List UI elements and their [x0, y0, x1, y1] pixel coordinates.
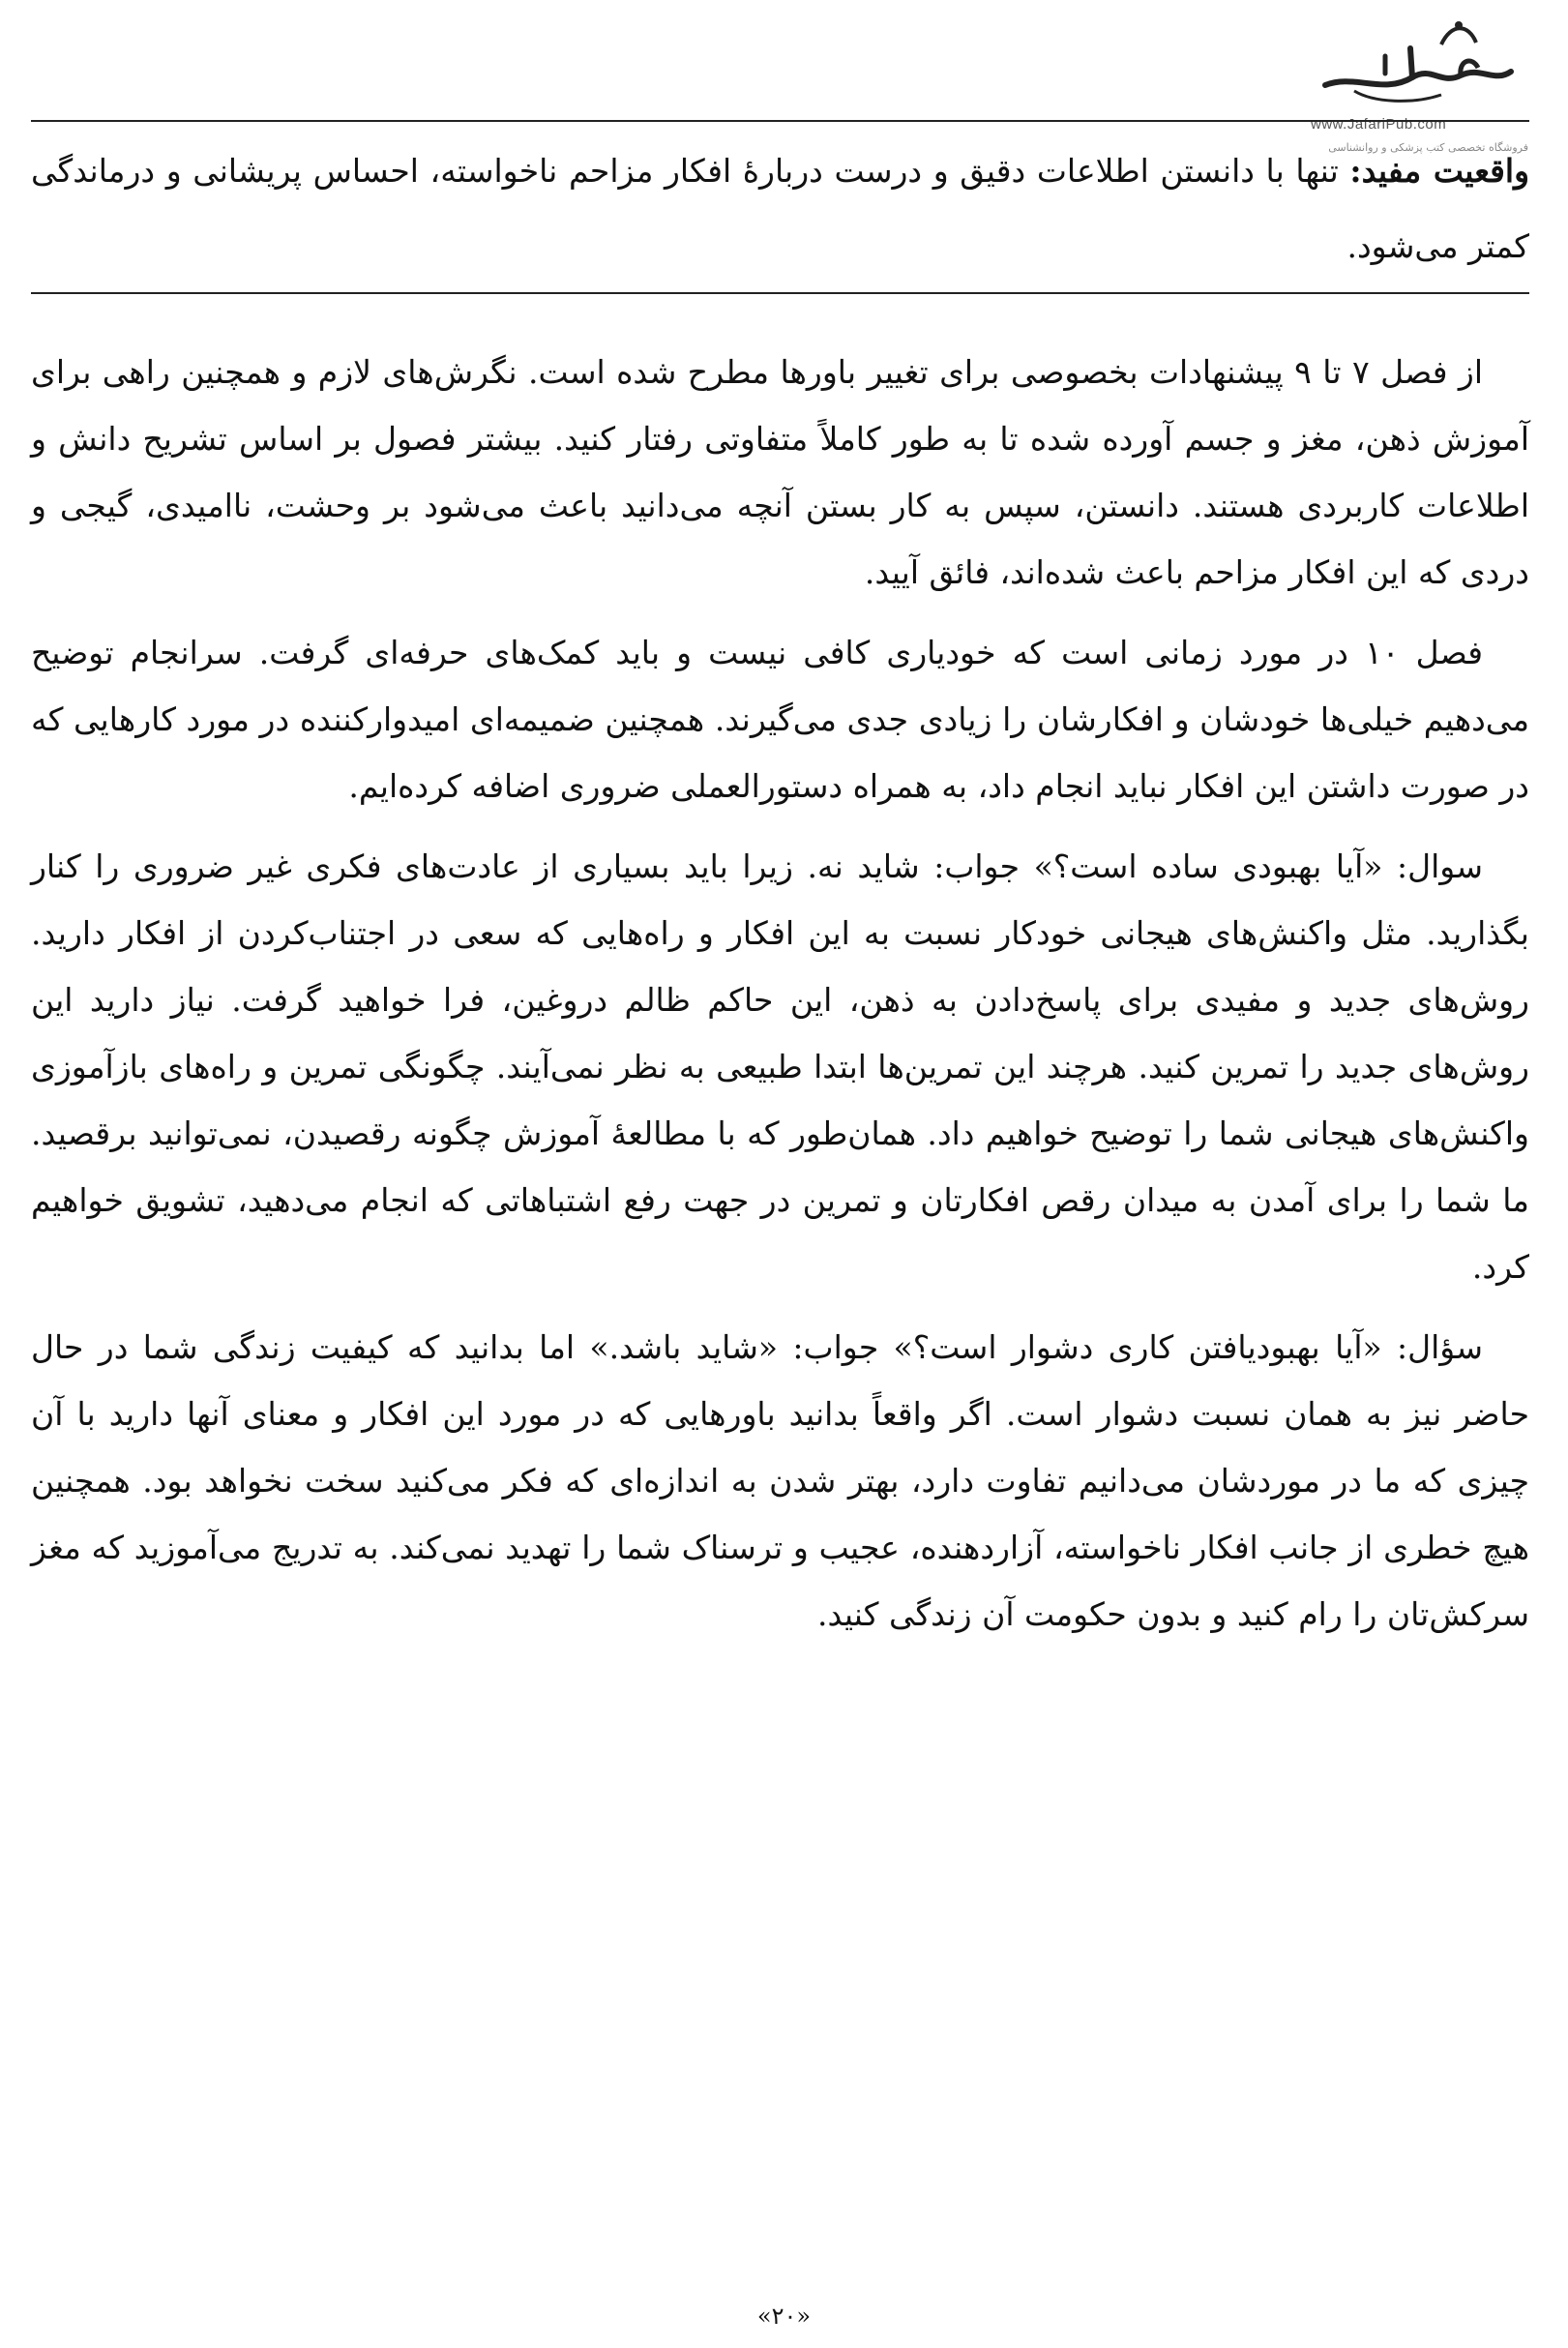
bottom-rule	[31, 292, 1529, 294]
paragraph: فصل ۱۰ در مورد زمانی است که خودیاری کافی نیست و باید کمک‌های حرفه‌ای گرفت. سرانجام توضیح می‌دهیم خیلی‌ها خودشان و افکارشان را زیادی جدی می‌گیرند. همچنین ضمیمه‌ای امیدوارکننده در مورد کارهایی که در صورت داشتن این افکار نباید انجام داد، به همراه دستورالعملی ضروری اضافه کرده‌ایم.	[31, 634, 1529, 805]
top-rule	[31, 120, 1529, 122]
callout-text: تنها با دانستن اطلاعات دقیق و درست دربارهٔ افکار مزاحم ناخواسته، احساس پریشانی و درماندگی کمتر می‌شود.	[31, 152, 1529, 265]
useful-fact-callout	[31, 134, 1529, 284]
publisher-tagline: فروشگاه تخصصی کتب پزشکی و روانشناسی	[1328, 141, 1528, 154]
callout-label: واقعیت مفید:	[1349, 152, 1530, 190]
paragraph: سؤال: «آیا بهبودیافتن کاری دشوار است؟» جواب: «شاید باشد.» اما بدانید که کیفیت زندگی شما در حال حاضر نیز به همان نسبت دشوار است. اگر واقعاً بدانید باورهایی که در مورد این افکار و معنای آنها دارید با آن چیزی که ما در موردشان می‌دانیم تفاوت دارد، بهتر شدن به اندازه‌ای که فکر می‌کنید سخت نخواهد بود. همچنین هیچ خطری از جانب افکار ناخواسته، آزاردهنده، عجیب و ترسناک شما را تهدید نمی‌کند. به تدریج می‌آموزید که مغز سرکش‌تان را رام کنید و بدون حکومت آن زندگی کنید.	[31, 1328, 1529, 1633]
publisher-url: www.JafariPub.com	[1311, 116, 1447, 133]
publisher-logo	[1296, 17, 1528, 132]
calligraphy-logo-icon	[1296, 17, 1528, 114]
page-number: «۲۰»	[756, 2303, 812, 2330]
paragraph: سوال: «آیا بهبودی ساده است؟» جواب: شاید نه. زیرا باید بسیاری از عادت‌های فکری غیر ضروری را کنار بگذارید. مثل واکنش‌های هیجانی خودکار نسبت به این افکار و راه‌هایی که سعی در اجتناب‌کردن از افکار دارید. روش‌های جدید و مفیدی برای پاسخ‌دادن به ذهن، این حاکم ظالم دروغین، فرا خواهید گرفت. نیاز دارید این روش‌های جدید را تمرین کنید. هرچند این تمرین‌ها ابتدا طبیعی به نظر نمی‌آیند. چگونگی تمرین و راه‌های بازآموزی واکنش‌های هیجانی شما را توضیح خواهیم داد. همان‌طور که با مطالعهٔ آموزش چگونه رقصیدن، نمی‌توانید برقصید. ما شما را برای آمدن به میدان رقص افکارتان و تمرین در جهت رفع اشتباهاتی که انجام می‌دهید، تشویق خواهیم کرد.	[31, 847, 1529, 1286]
body-text	[31, 339, 1529, 1661]
paragraph: از فصل ۷ تا ۹ پیشنهادات بخصوصی برای تغییر باورها مطرح شده است. نگرش‌های لازم و همچنین راهی برای آموزش ذهن، مغز و جسم آورده شده تا به طور کاملاً متفاوتی رفتار کنید. بیشتر فصول بر اساس تشریح دانش و اطلاعات کاربردی هستند. دانستن، سپس به کار بستن آنچه می‌دانید باعث می‌شود بر وحشت، ناامیدی، گیجی و دردی که این افکار مزاحم باعث شده‌اند، فائق آیید.	[31, 353, 1529, 591]
